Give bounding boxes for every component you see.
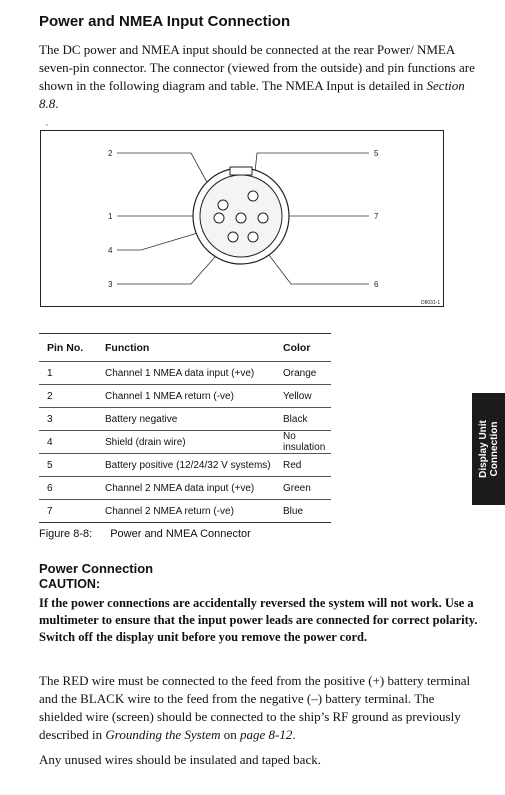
pin-number: 7 (39, 500, 97, 523)
table-row (39, 500, 331, 523)
pin-7 (258, 213, 268, 223)
pin-function: Shield (drain wire) (97, 431, 275, 454)
figure-caption (39, 528, 251, 540)
side-tab-line-1: Display Unit (477, 420, 489, 478)
table-row (39, 385, 331, 408)
pin-function-table (39, 333, 331, 523)
table-row (39, 408, 331, 431)
stray-mark: , (46, 118, 48, 127)
side-tab-label (478, 420, 500, 478)
wire-color: Yellow (275, 385, 331, 408)
diagram-code: D8031-1 (421, 300, 441, 306)
intro-paragraph (39, 41, 479, 113)
caution-line-1: If the power connections are accidentally reversed the system will not work. Use a multimeter to ensure that the input power leads are connected for correct polarity. (39, 596, 478, 627)
table-row (39, 477, 331, 500)
page-heading: Power and NMEA Input Connection (39, 13, 291, 30)
table-row (39, 431, 331, 454)
pin-function: Channel 1 NMEA data input (+ve) (97, 362, 275, 385)
intro-end: . (55, 96, 59, 111)
intro-text: The DC power and NMEA input should be connected at the rear Power/ NMEA seven-pin connector. The connector (viewed from the outside) and pin functions are shown in the following diagram and table. The NMEA Input is detailed in (39, 42, 475, 93)
wire-color: Red (275, 454, 331, 477)
diagram-label-7: 7 (374, 212, 379, 221)
header-pin-no: Pin No. (39, 334, 97, 362)
pin-5 (248, 191, 258, 201)
grounding-reference: Grounding the System (105, 727, 221, 742)
header-color: Color (275, 334, 331, 362)
wire-color: No insulation (275, 431, 331, 454)
wire-color: Blue (275, 500, 331, 523)
chapter-side-tab (472, 393, 505, 505)
pin-function: Battery positive (12/24/32 V systems) (97, 454, 275, 477)
pin-number: 6 (39, 477, 97, 500)
connector-key (230, 167, 252, 175)
pin-function: Channel 2 NMEA data input (+ve) (97, 477, 275, 500)
closing-paragraph: Any unused wires should be insulated and taped back. (39, 752, 321, 767)
wire-color: Black (275, 408, 331, 431)
wiring-paragraph (39, 672, 479, 744)
header-function: Function (97, 334, 275, 362)
section-reference: Section 8.8 (39, 78, 465, 111)
figure-number: Figure 8-8: (39, 528, 93, 540)
diagram-label-4: 4 (108, 246, 113, 255)
section-heading: Power Connection (39, 561, 154, 576)
wire-color: Orange (275, 362, 331, 385)
pin-6 (248, 232, 258, 242)
wiring-text-1: The RED wire must be connected to the feed from the positive (+) battery terminal and the BLACK wire to the feed from the negative (–) battery terminal. The shielded wire (screen) should be connected to the ship’s RF ground as previously described in (39, 673, 471, 742)
caution-label: CAUTION: (39, 577, 101, 591)
pin-function: Channel 2 NMEA return (-ve) (97, 500, 275, 523)
wiring-text-2: on (220, 727, 240, 742)
pin-number: 1 (39, 362, 97, 385)
pin-function: Channel 1 NMEA return (-ve) (97, 385, 275, 408)
table-header-row (39, 334, 331, 362)
table-row (39, 454, 331, 477)
connector-diagram (40, 130, 444, 307)
caution-text (39, 595, 479, 646)
side-tab-line-2: Connection (488, 421, 500, 477)
pin-3 (228, 232, 238, 242)
wiring-text-3: . (292, 727, 296, 742)
diagram-label-3: 3 (108, 280, 113, 289)
pin-function: Battery negative (97, 408, 275, 431)
connector-drawing (41, 131, 445, 308)
caution-line-2: Switch off the display unit before you remove the power cord. (39, 630, 368, 644)
pin-center (236, 213, 246, 223)
pin-number: 5 (39, 454, 97, 477)
pin-2 (218, 200, 228, 210)
diagram-label-1: 1 (108, 212, 113, 221)
diagram-label-6: 6 (374, 280, 379, 289)
diagram-label-5: 5 (374, 149, 379, 158)
pin-number: 3 (39, 408, 97, 431)
table-row (39, 362, 331, 385)
page-reference: page 8-12 (239, 727, 293, 742)
pin-number: 4 (39, 431, 97, 454)
figure-title: Power and NMEA Connector (110, 528, 251, 540)
diagram-label-2: 2 (108, 149, 113, 158)
pin-number: 2 (39, 385, 97, 408)
wire-color: Green (275, 477, 331, 500)
pin-1 (214, 213, 224, 223)
